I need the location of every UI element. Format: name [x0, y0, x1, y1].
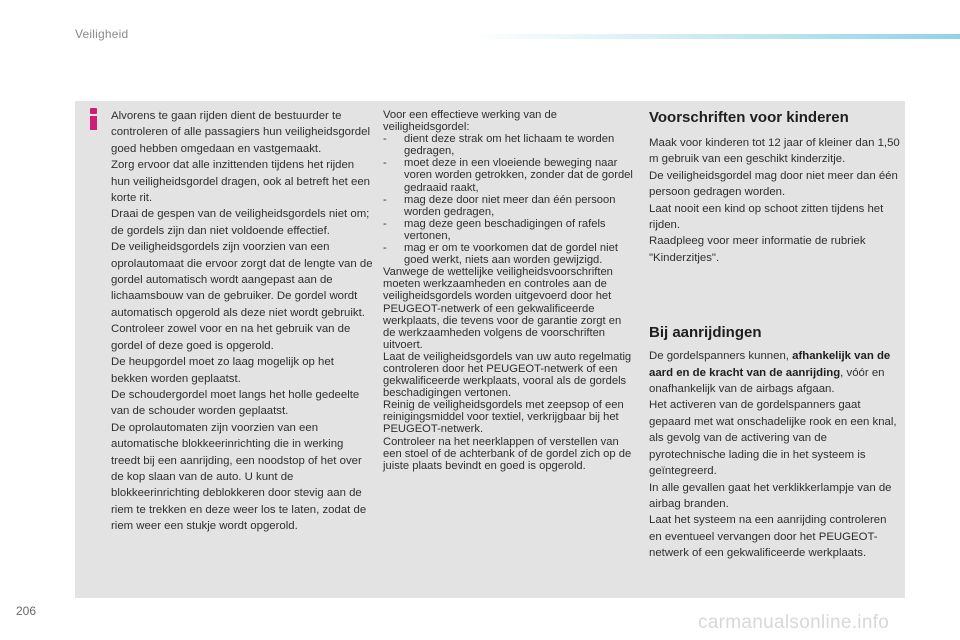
paragraph: De heupgordel moet zo laag mogelijk op het bekken worden geplaatst.: [111, 356, 334, 385]
bullet-dash: -: [383, 133, 387, 146]
paragraph: Laat het systeem na een aanrijding controleren en eventueel vervangen door het PEUGEOT-netwerk of een gekwalificeerde werkplaats.: [649, 514, 887, 560]
children-and-collisions-column: [649, 108, 901, 562]
bullet-dash: -: [383, 157, 387, 170]
list-item: - mag er om te voorkomen dat de gordel niet goed werkt, niets aan worden gewijzigd.: [383, 242, 618, 267]
paragraph: Laat de veiligheidsgordels van uw auto regelmatig controleren door het PEUGEOT-netwerk of een gekwalificeerde werkplaats, vooral als de gordels beschadigingen vertonen.: [383, 350, 632, 400]
header-stripe: [470, 34, 960, 39]
bullet-dash: -: [383, 242, 387, 255]
paragraph: Controleer zowel voor en na het gebruik van de gordel of deze goed is opgerold.: [111, 323, 351, 352]
paragraph: Reinig de veiligheidsgordels met zeepsop of een reinigingsmiddel voor textiel, verkrijgbaar bij het PEUGEOT-netwerk.: [383, 399, 624, 436]
heading-kinderen: Voorschriften voor kinderen: [649, 109, 849, 126]
paragraph: Maak voor kinderen tot 12 jaar of kleiner dan 1,50 m gebruik van een geschikt kinderzitje.: [649, 137, 900, 166]
paragraph: Het activeren van de gordelspanners gaat gepaard met wat onschadelijke rook en een knal, als gevolg van de activering van de pyrotechnische lading die in het systeem is geïntegreerd.: [649, 399, 897, 478]
paragraph: Controleer na het neerklappen of verstellen van een stoel of de achterbank of de gordel zich op de juiste plaats bevindt en goed is opgerold.: [383, 435, 632, 472]
emphasis-text: afhankelijk van de aard en de kracht van de aanrijding: [649, 350, 891, 379]
list-item: - mag deze door niet meer dan één persoon worden gedragen,: [383, 193, 616, 218]
list-item: - dient deze strak om het lichaam te worden gedragen,: [383, 133, 615, 158]
paragraph: De schoudergordel moet langs het holle gedeelte van de schouder worden geplaatst.: [111, 388, 360, 418]
section-title: Veiligheid: [75, 27, 129, 41]
intro-paragraph: Voor een effectieve werking van de veiligheidsgordel:: [383, 109, 557, 134]
requirements-list: [383, 133, 633, 266]
safety-notes-column: [111, 108, 373, 535]
page-number: 206: [16, 604, 37, 618]
paragraph: De oprolautomaten zijn voorzien van een automatische blokkeerinrichting die in werking treedt bij een aanrijding, een noodstop of het over de kop slaan van de auto. U kunt de blokkeerinrichting deblokkeren door stevig aan de riem te trekken en deze weer los te laten, zodat de riem weer een stukje wordt opgerold.: [111, 421, 367, 533]
info-icon: [87, 108, 99, 130]
heading-aanrijdingen: Bij aanrijdingen: [649, 324, 762, 342]
watermark: carmanualsonline.info: [698, 612, 890, 633]
paragraph: Zorg ervoor dat alle inzittenden tijdens het rijden hun veiligheidsgordel dragen, ook al betreft het een korte rit.: [111, 159, 371, 205]
paragraph: In alle gevallen gaat het verklikkerlampje van de airbag branden.: [649, 481, 892, 510]
paragraph: Raadpleeg voor meer informatie de rubriek "Kinderzitjes".: [649, 235, 866, 264]
paragraph: De veiligheidsgordels zijn voorzien van een oprolautomaat die ervoor zorgt dat de lengte van de gordel automatisch wordt aangepast aan de lichaamsbouw van de gebruiker. De gordel wordt automatisch opgerold als deze niet wordt gebruikt.: [111, 241, 373, 319]
list-item: - mag deze geen beschadigingen of rafels vertonen,: [383, 217, 606, 242]
effective-use-column: [383, 109, 633, 472]
list-item: - moet deze in een vloeiende beweging naar voren worden getrokken, zonder dat de gordel gedraaid raakt,: [383, 157, 633, 194]
paragraph: Vanwege de wettelijke veiligheidsvoorschriften moeten werkzaamheden en controles aan de veiligheidsgordels worden uitgevoerd door het PEUGEOT-netwerk of een gekwalificeerde werkplaats, die tevens voor de garantie zorgt en de werkzaamheden volgens de voorschriften uitvoert.: [383, 266, 622, 351]
bullet-dash: -: [383, 193, 387, 206]
bullet-dash: -: [383, 217, 387, 230]
paragraph: Alvorens te gaan rijden dient de bestuurder te controleren of alle passagiers hun veiligheidsgordel goed hebben omgedaan en vastgemaakt.: [111, 110, 370, 155]
paragraph: De gordelspanners kunnen, afhankelijk van de aard en de kracht van de aanrijding, vóór en onafhankelijk van de airbags afgaan.: [649, 350, 891, 396]
paragraph: Draai de gespen van de veiligheidsgordels niet om; de gordels zijn dan niet voldoende effectief.: [111, 208, 370, 237]
paragraph: Laat nooit een kind op schoot zitten tijdens het rijden.: [649, 202, 884, 232]
paragraph: De veiligheidsgordel mag door niet meer dan één persoon gedragen worden.: [649, 169, 898, 199]
